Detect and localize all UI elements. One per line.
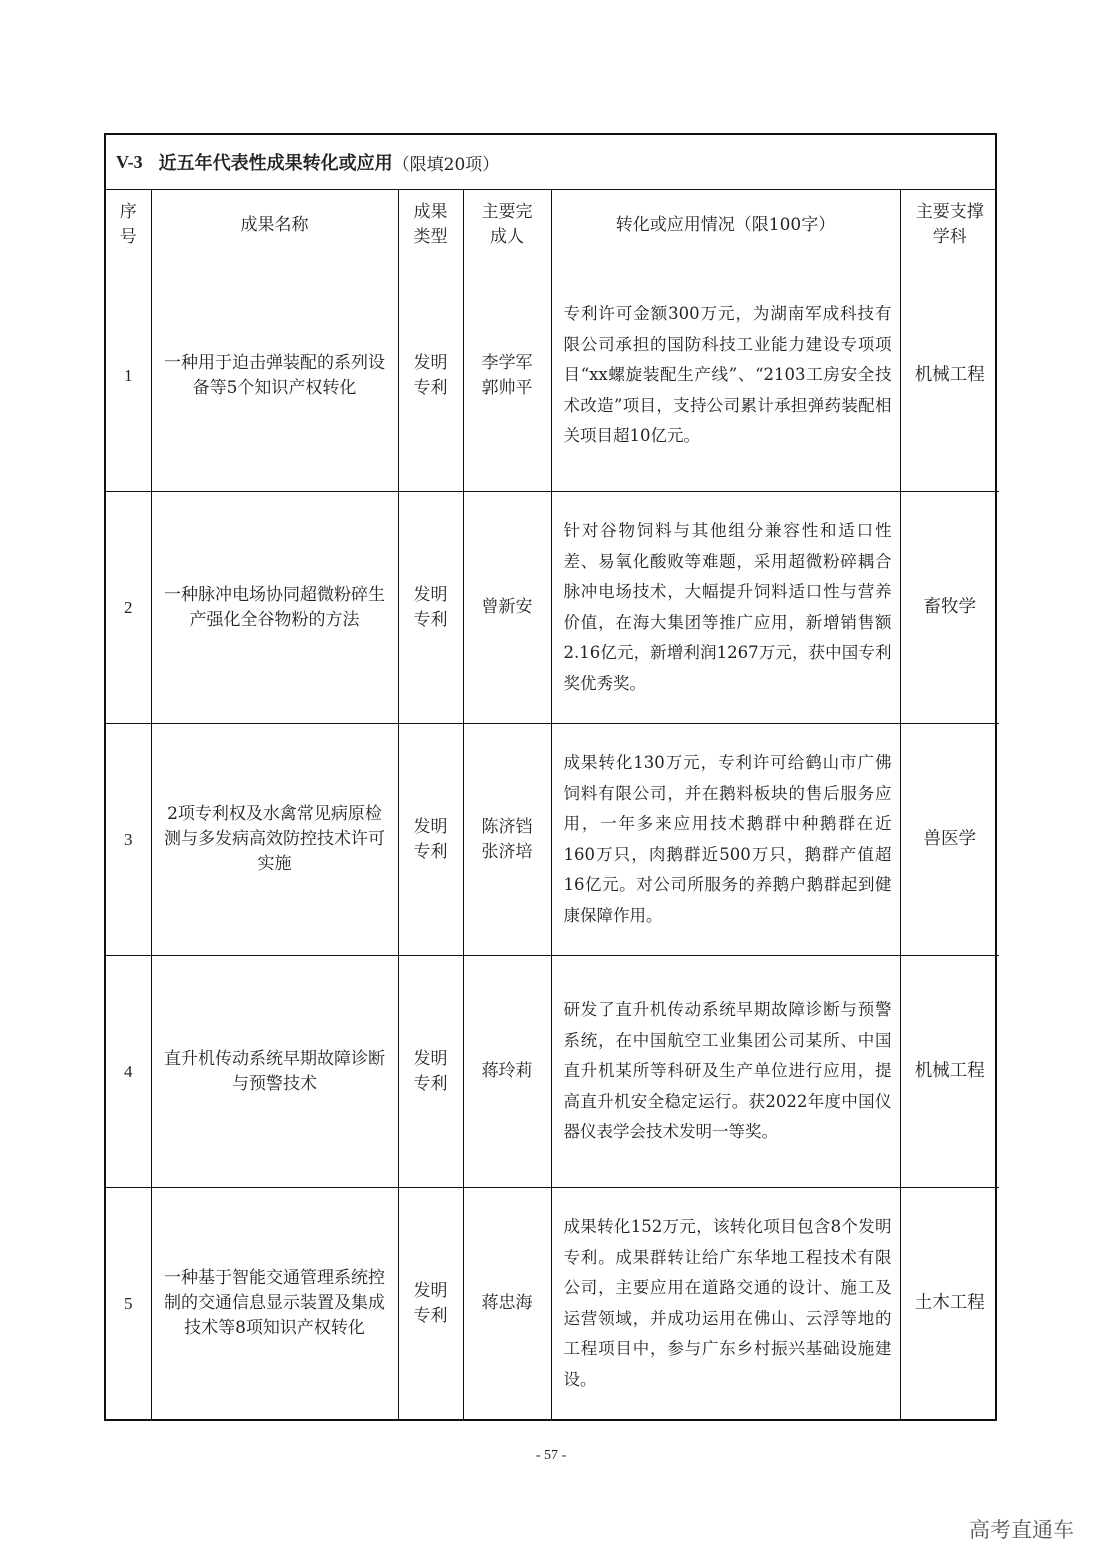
achievement-name: 一种用于迫击弹装配的系列设备等5个知识产权转化 [151,260,398,492]
main-contributors: 李学军 郭帅平 [463,260,551,492]
supporting-discipline: 机械工程 [900,956,999,1188]
main-contributors: 陈济铛 张济培 [463,724,551,956]
application-description: 专利许可金额300万元，为湖南军成科技有限公司承担的国防科技工业能力建设专项项目“xx螺旋装配生产线”、“2103工房安全技术改造”项目，支持公司累计承担弹药装配相关项目超10亿元。 [551,260,900,492]
section-header [106,135,995,190]
achievement-name: 直升机传动系统早期故障诊断与预警技术 [151,956,398,1188]
achievement-type: 发明专利 [398,956,463,1188]
application-description: 研发了直升机传动系统早期故障诊断与预警系统，在中国航空工业集团公司某所、中国直升机某所等科研及生产单位进行应用，提高直升机安全稳定运行。获2022年度中国仪器仪表学会技术发明一等奖。 [551,956,900,1188]
table-row [106,724,999,956]
achievement-type: 发明专利 [398,260,463,492]
achievements-table-panel [104,133,997,1421]
main-contributors: 蒋玲莉 [463,956,551,1188]
supporting-discipline: 土木工程 [900,1188,999,1420]
section-title: 近五年代表性成果转化或应用 [158,153,393,174]
column-header-name: 成果名称 [151,190,398,260]
row-index: 4 [106,956,151,1188]
column-header-type: 成果类型 [398,190,463,260]
row-index: 5 [106,1188,151,1420]
page-number: - 57 - [535,1448,567,1463]
achievement-name: 2项专利权及水禽常见病原检测与多发病高效防控技术许可实施 [151,724,398,956]
supporting-discipline: 兽医学 [900,724,999,956]
achievements-table [106,190,999,1419]
row-index: 1 [106,260,151,492]
achievement-type: 发明专利 [398,724,463,956]
table-row [106,492,999,724]
table-row [106,1188,999,1420]
supporting-discipline: 畜牧学 [900,492,999,724]
application-description: 针对谷物饲料与其他组分兼容性和适口性差、易氧化酸败等难题，采用超微粉碎耦合脉冲电场技术，大幅提升饲料适口性与营养价值，在海大集团等推广应用，新增销售额2.16亿元，新增利润1267万元，获中国专利奖优秀奖。 [551,492,900,724]
main-contributors: 蒋忠海 [463,1188,551,1420]
table-row [106,260,999,492]
section-code: V-3 [116,151,143,172]
section-limit-note: （限填20项） [392,154,500,175]
main-contributors: 曾新安 [463,492,551,724]
column-header-people: 主要完成人 [463,190,551,260]
achievement-type: 发明专利 [398,1188,463,1420]
column-header-index: 序号 [106,190,151,260]
row-index: 3 [106,724,151,956]
column-header-desc: 转化或应用情况（限100字） [551,190,900,260]
table-row [106,956,999,1188]
column-header-discipline: 主要支撑学科 [900,190,999,260]
table-header-row [106,190,999,260]
supporting-discipline: 机械工程 [900,260,999,492]
row-index: 2 [106,492,151,724]
watermark-text: 高考直通车 [969,1518,1074,1542]
achievement-name: 一种基于智能交通管理系统控制的交通信息显示装置及集成技术等8项知识产权转化 [151,1188,398,1420]
achievement-type: 发明专利 [398,492,463,724]
achievement-name: 一种脉冲电场协同超微粉碎生产强化全谷物粉的方法 [151,492,398,724]
application-description: 成果转化130万元，专利许可给鹤山市广佛饲料有限公司，并在鹅料板块的售后服务应用，一年多来应用技术鹅群中种鹅群在近160万只，肉鹅群近500万只，鹅群产值超16亿元。对公司所服务的养鹅户鹅群起到健康保障作用。 [551,724,900,956]
application-description: 成果转化152万元，该转化项目包含8个发明专利。成果群转让给广东华地工程技术有限公司，主要应用在道路交通的设计、施工及运营领域，并成功运用在佛山、云浮等地的工程项目中，参与广东乡村振兴基础设施建设。 [551,1188,900,1420]
